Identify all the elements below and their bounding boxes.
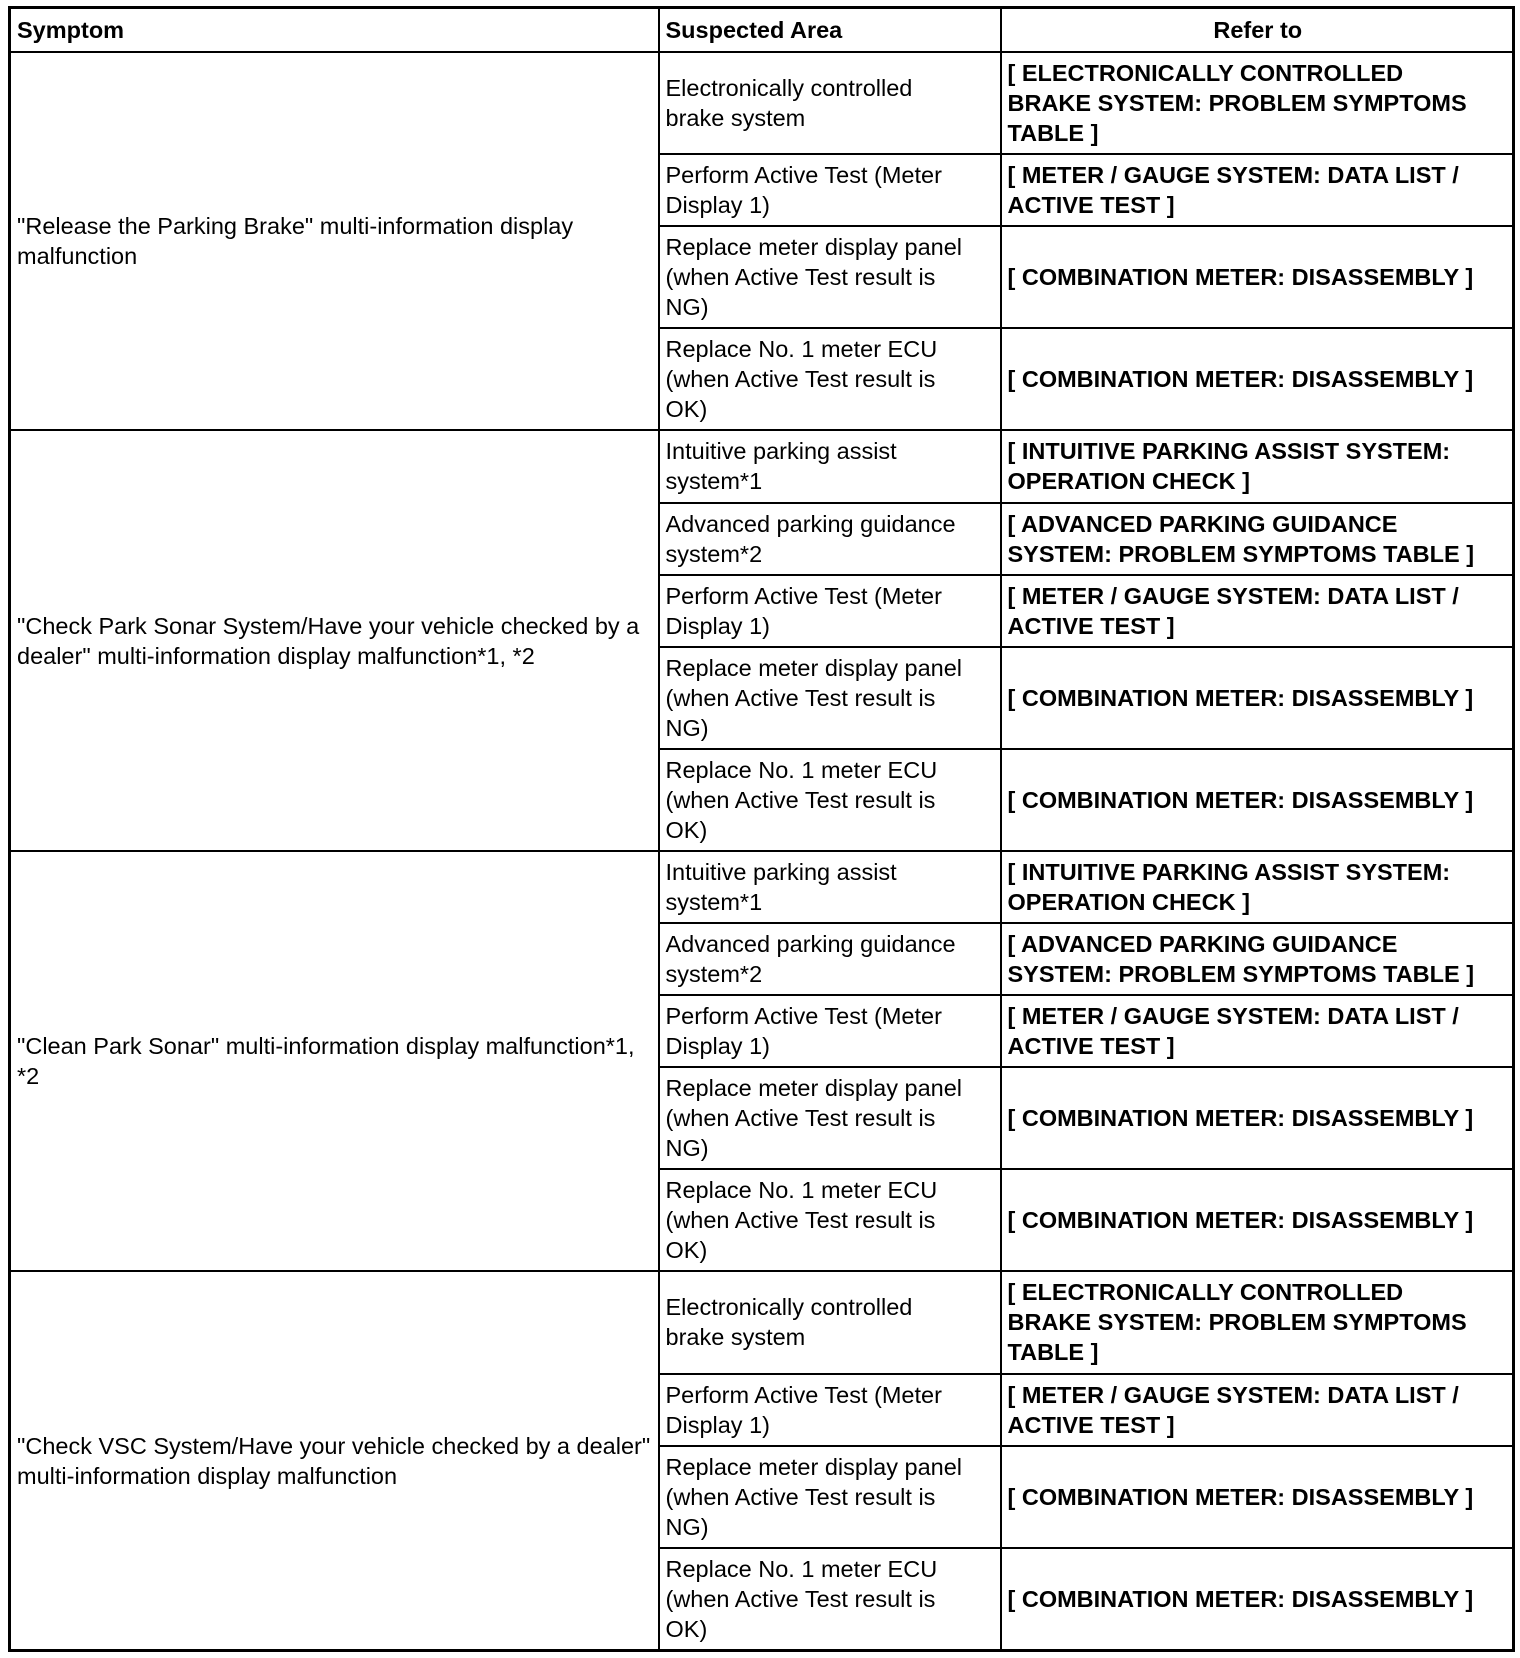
suspected-area-cell: Replace meter display panel (when Active Test result is NG) xyxy=(659,1446,1001,1548)
table-row xyxy=(10,1271,1514,1373)
refer-link[interactable]: [ ADVANCED PARKING GUIDANCE SYSTEM: PROBLEM SYMPTOMS TABLE ] xyxy=(1001,923,1514,995)
suspected-area-cell: Perform Active Test (Meter Display 1) xyxy=(659,1374,1001,1446)
suspected-area-cell: Perform Active Test (Meter Display 1) xyxy=(659,995,1001,1067)
header-row xyxy=(10,8,1514,53)
refer-link[interactable]: [ INTUITIVE PARKING ASSIST SYSTEM: OPERATION CHECK ] xyxy=(1001,430,1514,502)
table-row xyxy=(10,430,1514,502)
symptom-cell: "Check Park Sonar System/Have your vehicle checked by a dealer" multi-information display malfunction*1, *2 xyxy=(10,430,659,850)
refer-link[interactable]: [ COMBINATION METER: DISASSEMBLY ] xyxy=(1001,1548,1514,1651)
suspected-area-cell: Replace meter display panel (when Active Test result is NG) xyxy=(659,226,1001,328)
suspected-area-cell: Replace No. 1 meter ECU (when Active Test result is OK) xyxy=(659,1169,1001,1271)
suspected-area-cell: Advanced parking guidance system*2 xyxy=(659,503,1001,575)
header-refer-to: Refer to xyxy=(1001,8,1514,53)
refer-link[interactable]: [ METER / GAUGE SYSTEM: DATA LIST / ACTIVE TEST ] xyxy=(1001,575,1514,647)
suspected-area-cell: Intuitive parking assist system*1 xyxy=(659,430,1001,502)
symptom-cell: "Check VSC System/Have your vehicle checked by a dealer" multi-information display malfunction xyxy=(10,1271,659,1650)
refer-link[interactable]: [ COMBINATION METER: DISASSEMBLY ] xyxy=(1001,1446,1514,1548)
refer-link[interactable]: [ COMBINATION METER: DISASSEMBLY ] xyxy=(1001,226,1514,328)
header-suspected-area: Suspected Area xyxy=(659,8,1001,53)
refer-link[interactable]: [ COMBINATION METER: DISASSEMBLY ] xyxy=(1001,1067,1514,1169)
suspected-area-cell: Electronically controlled brake system xyxy=(659,1271,1001,1373)
symptom-cell: "Clean Park Sonar" multi-information display malfunction*1, *2 xyxy=(10,851,659,1271)
refer-link[interactable]: [ INTUITIVE PARKING ASSIST SYSTEM: OPERATION CHECK ] xyxy=(1001,851,1514,923)
suspected-area-cell: Perform Active Test (Meter Display 1) xyxy=(659,575,1001,647)
suspected-area-cell: Replace meter display panel (when Active Test result is NG) xyxy=(659,1067,1001,1169)
refer-link[interactable]: [ COMBINATION METER: DISASSEMBLY ] xyxy=(1001,1169,1514,1271)
suspected-area-cell: Advanced parking guidance system*2 xyxy=(659,923,1001,995)
suspected-area-cell: Replace No. 1 meter ECU (when Active Test result is OK) xyxy=(659,328,1001,430)
suspected-area-cell: Electronically controlled brake system xyxy=(659,52,1001,154)
refer-link[interactable]: [ COMBINATION METER: DISASSEMBLY ] xyxy=(1001,749,1514,851)
suspected-area-cell: Intuitive parking assist system*1 xyxy=(659,851,1001,923)
header-symptom: Symptom xyxy=(10,8,659,53)
refer-link[interactable]: [ ELECTRONICALLY CONTROLLED BRAKE SYSTEM: PROBLEM SYMPTOMS TABLE ] xyxy=(1001,52,1514,154)
refer-link[interactable]: [ METER / GAUGE SYSTEM: DATA LIST / ACTIVE TEST ] xyxy=(1001,995,1514,1067)
refer-link[interactable]: [ METER / GAUGE SYSTEM: DATA LIST / ACTIVE TEST ] xyxy=(1001,154,1514,226)
suspected-area-cell: Replace meter display panel (when Active Test result is NG) xyxy=(659,647,1001,749)
refer-link[interactable]: [ COMBINATION METER: DISASSEMBLY ] xyxy=(1001,647,1514,749)
refer-link[interactable]: [ METER / GAUGE SYSTEM: DATA LIST / ACTIVE TEST ] xyxy=(1001,1374,1514,1446)
symptom-table xyxy=(8,6,1515,1652)
suspected-area-cell: Replace No. 1 meter ECU (when Active Test result is OK) xyxy=(659,749,1001,851)
suspected-area-cell: Perform Active Test (Meter Display 1) xyxy=(659,154,1001,226)
suspected-area-cell: Replace No. 1 meter ECU (when Active Test result is OK) xyxy=(659,1548,1001,1651)
table-row xyxy=(10,52,1514,154)
refer-link[interactable]: [ ADVANCED PARKING GUIDANCE SYSTEM: PROBLEM SYMPTOMS TABLE ] xyxy=(1001,503,1514,575)
refer-link[interactable]: [ COMBINATION METER: DISASSEMBLY ] xyxy=(1001,328,1514,430)
refer-link[interactable]: [ ELECTRONICALLY CONTROLLED BRAKE SYSTEM: PROBLEM SYMPTOMS TABLE ] xyxy=(1001,1271,1514,1373)
symptom-cell: "Release the Parking Brake" multi-information display malfunction xyxy=(10,52,659,430)
table-row xyxy=(10,851,1514,923)
